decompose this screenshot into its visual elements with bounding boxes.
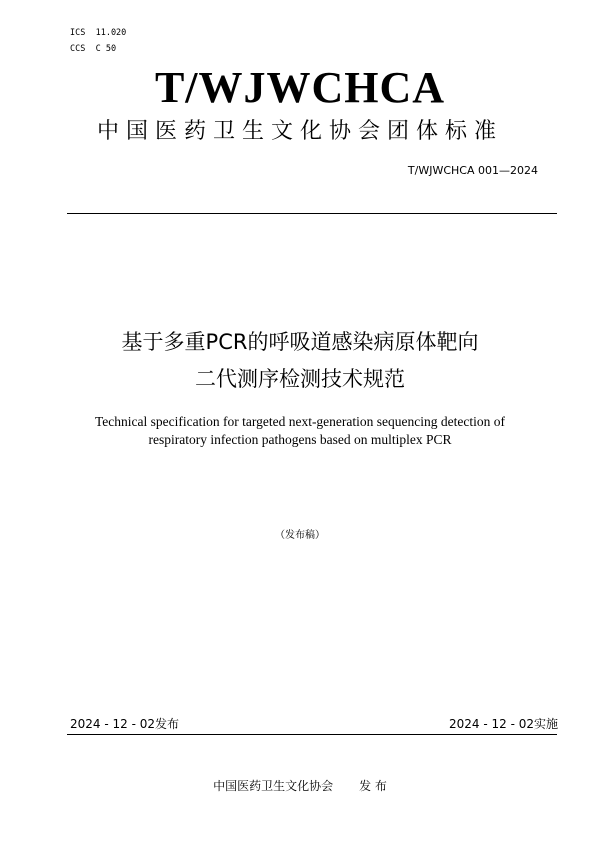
standard-number: T/WJWCHCA 001—2024 [407,164,538,177]
footer-divider [67,734,557,735]
implement-date: 2024 - 12 - 02实施 [449,717,558,731]
document-status: （发布稿） [275,530,325,541]
title-english-line-1: Technical specification for targeted next-generation sequencing detection of [94,414,505,429]
ccs-code: CCS C 50 [70,44,117,54]
title-english-line-2: respiratory infection pathogens based on multiplex PCR [148,432,452,447]
title-chinese-line-2: 二代测序检测技术规范 [195,367,405,391]
standard-code-heading: T/WJWCHCA [154,63,446,112]
publish-date: 2024 - 12 - 02发布 [70,717,179,731]
ics-code: ICS 11.020 [70,28,127,38]
publisher-action: 发 布 [359,779,387,793]
header-divider [67,213,557,214]
standard-type-name: 中国医药卫生文化协会团体标准 [96,119,503,144]
publisher-org: 中国医药卫生文化协会 [213,779,334,793]
title-chinese-line-1: 基于多重PCR的呼吸道感染病原体靶向 [121,330,479,354]
publisher-line [0,778,600,794]
